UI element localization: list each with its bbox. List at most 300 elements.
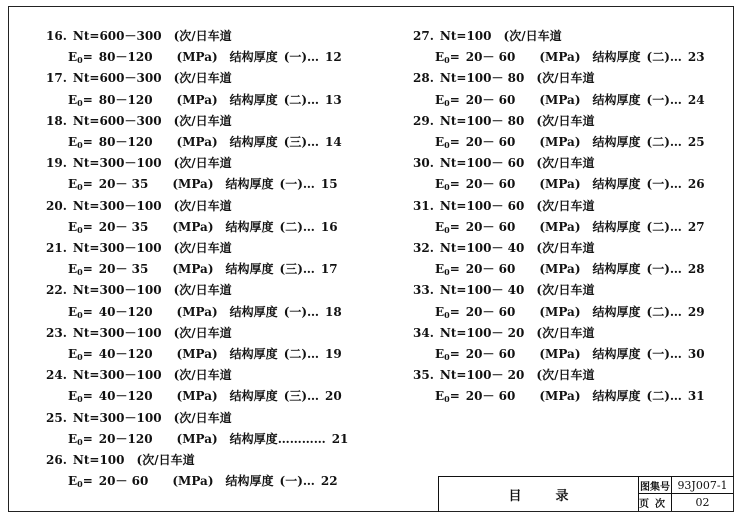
entry-page: 24 — [687, 92, 705, 107]
entry-nt: Nt=100－ 60 — [439, 156, 525, 171]
entry-page: 23 — [687, 50, 705, 65]
e-symbol: E — [435, 134, 445, 149]
entry-number: 20. — [46, 198, 67, 213]
entry-unit: (次/日车道 — [536, 156, 595, 171]
entry-e0-range: 20－ 35 — [98, 177, 149, 192]
entry-unit: (次/日车道 — [536, 325, 595, 340]
entry-number: 31. — [413, 198, 434, 213]
e-equals: = — [82, 134, 93, 149]
entry-e0-range: 20－ 60 — [465, 304, 516, 319]
e-equals: = — [82, 177, 93, 192]
entry-nt: Nt=100－ 20 — [439, 368, 525, 383]
entry-unit: (次/日车道 — [173, 29, 232, 43]
e-subscript: 0 — [77, 351, 83, 362]
entry-line-2 — [46, 217, 348, 238]
e-symbol: E — [435, 262, 445, 277]
entry-line-1 — [413, 26, 705, 47]
entry-title: 结构厚度 — [229, 92, 278, 107]
entry-page: 29 — [687, 304, 705, 319]
entry-unit: (次/日车道 — [173, 113, 232, 128]
entry-page: 14 — [325, 134, 342, 149]
entry-part: (二) — [646, 50, 670, 65]
entry-part: (二) — [283, 346, 308, 361]
entry-part: (一) — [283, 304, 308, 319]
entry-page: 25 — [687, 134, 705, 149]
entry-dots: … — [669, 134, 682, 149]
entry-line-2 — [413, 386, 705, 407]
entry-page: 13 — [325, 92, 342, 107]
toc-column-right — [413, 26, 705, 408]
entry-unit: (次/日车道 — [173, 156, 232, 171]
entry-line-1 — [46, 450, 348, 471]
toc-entry — [413, 365, 705, 407]
toc-entry — [413, 238, 705, 280]
entry-title: 结构厚度 — [592, 304, 641, 319]
entry-dots: … — [669, 262, 682, 277]
entry-dots: … — [307, 304, 320, 319]
entry-nt: Nt=100－ 80 — [439, 71, 525, 86]
entry-number: 22. — [46, 283, 67, 298]
entry-line-2 — [46, 471, 348, 492]
entry-line-2 — [46, 302, 348, 323]
title-block-heading: 目录 — [508, 488, 603, 504]
entry-nt: Nt=100－ 80 — [439, 113, 525, 128]
entry-number: 16. — [46, 29, 67, 43]
entry-mpa: (MPa) — [539, 346, 581, 361]
entry-nt: Nt=100 — [439, 29, 492, 43]
entry-mpa: (MPa) — [176, 134, 218, 149]
entry-part: (一) — [646, 92, 670, 107]
toc-entry — [46, 111, 348, 153]
entry-number: 26. — [46, 452, 67, 467]
e-subscript: 0 — [77, 97, 83, 108]
toc-entry — [413, 153, 705, 195]
entry-unit: (次/日车道 — [503, 29, 562, 43]
entry-title: 结构厚度 — [592, 177, 641, 192]
toc-entry — [46, 238, 348, 280]
entry-dots: … — [307, 346, 320, 361]
entry-nt: Nt=300－100 — [72, 198, 162, 213]
entry-line-2 — [46, 386, 348, 407]
entry-nt: Nt=100－ 40 — [439, 240, 525, 255]
entry-line-2 — [413, 217, 705, 238]
entry-nt: Nt=100－ 60 — [439, 198, 525, 213]
entry-nt: Nt=300－100 — [72, 156, 162, 171]
entry-mpa: (MPa) — [539, 50, 581, 65]
entry-page: 27 — [687, 219, 705, 234]
entry-line-1 — [46, 280, 348, 301]
e-equals: = — [449, 389, 460, 404]
title-block — [438, 476, 734, 512]
entry-nt: Nt=100－ 40 — [439, 283, 525, 298]
e-equals: = — [449, 346, 460, 361]
toc-entry — [413, 26, 705, 68]
entry-unit: (次/日车道 — [173, 240, 232, 255]
page-value: 02 — [671, 494, 733, 511]
entry-dots: … — [669, 50, 682, 65]
entry-line-2 — [413, 90, 705, 111]
entry-part: (一) — [646, 262, 670, 277]
entry-line-1 — [413, 280, 705, 301]
e-subscript: 0 — [77, 309, 83, 320]
entry-part: (一) — [283, 50, 308, 65]
entry-mpa: (MPa) — [539, 262, 581, 277]
e-equals: = — [82, 431, 93, 446]
entry-title: 结构厚度 — [225, 219, 274, 234]
e-symbol: E — [68, 431, 78, 446]
entry-e0-range: 40－120 — [98, 389, 153, 404]
entry-part: (三) — [283, 389, 308, 404]
entry-unit: (次/日车道 — [173, 368, 232, 383]
page-label: 页次 — [638, 494, 671, 511]
entry-title: 结构厚度 — [225, 474, 274, 489]
entry-unit: (次/日车道 — [173, 198, 232, 213]
entry-dots: … — [302, 474, 315, 489]
entry-dots: … — [669, 92, 682, 107]
entry-line-1 — [413, 111, 705, 132]
entry-title: 结构厚度 — [229, 304, 278, 319]
entry-line-2 — [413, 132, 705, 153]
entry-page: 12 — [325, 50, 342, 65]
entry-page: 17 — [320, 262, 338, 277]
entry-mpa: (MPa) — [172, 262, 214, 277]
entry-mpa: (MPa) — [539, 219, 581, 234]
entry-dots: … — [669, 219, 682, 234]
entry-title: 结构厚度 — [229, 50, 278, 65]
entry-e0-range: 40－120 — [98, 346, 153, 361]
e-symbol: E — [68, 474, 78, 489]
e-symbol: E — [435, 219, 445, 234]
entry-title: 结构厚度 — [229, 431, 278, 446]
entry-e0-range: 80－120 — [98, 134, 153, 149]
entry-nt: Nt=600－300 — [72, 71, 162, 86]
entry-title: 结构厚度 — [225, 262, 274, 277]
entry-mpa: (MPa) — [172, 177, 214, 192]
e-subscript: 0 — [444, 182, 450, 193]
entry-mpa: (MPa) — [176, 92, 218, 107]
entry-mpa: (MPa) — [539, 92, 581, 107]
entry-unit: (次/日车道 — [173, 325, 232, 340]
entry-e0-range: 20－ 60 — [465, 134, 516, 149]
e-equals: = — [449, 134, 460, 149]
entry-line-2 — [413, 174, 705, 195]
entry-part: (二) — [283, 92, 308, 107]
entry-title: 结构厚度 — [592, 219, 641, 234]
e-equals: = — [449, 92, 460, 107]
e-subscript: 0 — [444, 394, 450, 405]
e-subscript: 0 — [444, 139, 450, 150]
e-symbol: E — [435, 346, 445, 361]
entry-unit: (次/日车道 — [536, 240, 595, 255]
entry-line-2 — [46, 259, 348, 280]
entry-nt: Nt=300－100 — [72, 240, 162, 255]
entry-nt: Nt=300－100 — [72, 325, 162, 340]
entry-title: 结构厚度 — [229, 389, 278, 404]
entry-line-1 — [413, 196, 705, 217]
entry-nt: Nt=300－100 — [72, 368, 162, 383]
toc-entry — [46, 365, 348, 407]
entry-line-1 — [46, 68, 348, 89]
toc-entry — [46, 196, 348, 238]
entry-dots: … — [307, 92, 320, 107]
e-symbol: E — [435, 177, 445, 192]
entry-part: (三) — [283, 134, 308, 149]
entry-dots: ………… — [277, 431, 326, 446]
e-equals: = — [449, 219, 460, 234]
entry-e0-range: 20－ 60 — [98, 474, 149, 489]
entry-e0-range: 20－ 60 — [465, 50, 516, 65]
entry-line-1 — [46, 408, 348, 429]
entry-title: 结构厚度 — [592, 50, 641, 65]
e-subscript: 0 — [77, 55, 83, 66]
entry-number: 30. — [413, 156, 434, 171]
e-equals: = — [82, 389, 93, 404]
entry-line-2 — [46, 344, 348, 365]
entry-mpa: (MPa) — [539, 304, 581, 319]
entry-e0-range: 20－ 60 — [465, 219, 516, 234]
entry-unit: (次/日车道 — [136, 452, 195, 467]
entry-e0-range: 20－ 35 — [98, 219, 149, 234]
entry-nt: Nt=100 — [72, 452, 125, 467]
entry-page: 16 — [320, 219, 338, 234]
e-symbol: E — [435, 389, 445, 404]
toc-entry — [46, 323, 348, 365]
entry-page: 30 — [687, 346, 705, 361]
e-equals: = — [82, 219, 93, 234]
entry-mpa: (MPa) — [539, 134, 581, 149]
entry-number: 33. — [413, 283, 434, 298]
entry-page: 26 — [687, 177, 705, 192]
entry-title: 结构厚度 — [592, 346, 641, 361]
entry-e0-range: 20－ 60 — [465, 262, 516, 277]
entry-part: (一) — [279, 474, 303, 489]
entry-part: (一) — [646, 177, 670, 192]
toc-entry — [46, 450, 348, 492]
e-equals: = — [449, 50, 460, 65]
entry-dots: … — [669, 304, 682, 319]
e-subscript: 0 — [77, 479, 83, 490]
entry-line-1 — [46, 365, 348, 386]
entry-e0-range: 40－120 — [98, 304, 153, 319]
entry-nt: Nt=300－100 — [72, 410, 162, 425]
entry-line-1 — [46, 238, 348, 259]
entry-title: 结构厚度 — [229, 346, 278, 361]
e-subscript: 0 — [444, 267, 450, 278]
entry-title: 结构厚度 — [592, 92, 641, 107]
entry-line-2 — [46, 132, 348, 153]
e-subscript: 0 — [444, 351, 450, 362]
e-symbol: E — [68, 219, 78, 234]
entry-unit: (次/日车道 — [173, 410, 232, 425]
entry-e0-range: 20－120 — [98, 431, 153, 446]
entry-nt: Nt=100－ 20 — [439, 325, 525, 340]
entry-part: (二) — [646, 304, 670, 319]
e-equals: = — [449, 177, 460, 192]
entry-part: (二) — [646, 219, 670, 234]
entry-e0-range: 80－120 — [98, 50, 153, 65]
entry-part: (二) — [646, 134, 670, 149]
entry-unit: (次/日车道 — [536, 368, 595, 383]
entry-e0-range: 20－ 60 — [465, 177, 516, 192]
e-subscript: 0 — [77, 139, 83, 150]
toc-entry — [413, 68, 705, 110]
entry-number: 19. — [46, 156, 67, 171]
entry-page: 15 — [320, 177, 338, 192]
entry-number: 34. — [413, 325, 434, 340]
entry-title: 结构厚度 — [225, 177, 274, 192]
e-symbol: E — [68, 134, 78, 149]
entry-dots: … — [302, 262, 315, 277]
entry-mpa: (MPa) — [172, 474, 214, 489]
e-symbol: E — [68, 346, 78, 361]
e-equals: = — [449, 304, 460, 319]
e-symbol: E — [68, 50, 78, 65]
entry-nt: Nt=600－300 — [72, 113, 162, 128]
entry-line-2 — [46, 47, 348, 68]
entry-e0-range: 20－ 35 — [98, 262, 149, 277]
e-symbol: E — [68, 304, 78, 319]
entry-mpa: (MPa) — [176, 389, 218, 404]
entry-e0-range: 20－ 60 — [465, 389, 516, 404]
entry-number: 18. — [46, 113, 67, 128]
entry-title: 结构厚度 — [592, 389, 641, 404]
entry-number: 35. — [413, 368, 434, 383]
entry-number: 23. — [46, 325, 67, 340]
entry-line-2 — [413, 47, 705, 68]
entry-line-1 — [46, 26, 348, 47]
e-subscript: 0 — [444, 224, 450, 235]
entry-number: 25. — [46, 410, 67, 425]
entry-dots: … — [307, 389, 320, 404]
e-symbol: E — [435, 92, 445, 107]
entry-e0-range: 80－120 — [98, 92, 153, 107]
entry-line-2 — [413, 344, 705, 365]
entry-line-1 — [46, 196, 348, 217]
entry-nt: Nt=600－300 — [72, 29, 162, 43]
atlas-number-label: 图集号 — [638, 477, 671, 494]
e-subscript: 0 — [77, 267, 83, 278]
entry-number: 27. — [413, 29, 434, 43]
entry-mpa: (MPa) — [176, 346, 218, 361]
entry-unit: (次/日车道 — [536, 71, 595, 86]
atlas-number-value: 93J007-1 — [671, 477, 733, 494]
toc-entry — [46, 153, 348, 195]
entry-mpa: (MPa) — [176, 304, 218, 319]
e-subscript: 0 — [444, 309, 450, 320]
entry-e0-range: 20－ 60 — [465, 92, 516, 107]
entry-title: 结构厚度 — [592, 262, 641, 277]
entry-number: 28. — [413, 71, 434, 86]
entry-mpa: (MPa) — [176, 50, 218, 65]
e-equals: = — [449, 262, 460, 277]
entry-dots: … — [669, 177, 682, 192]
entry-title: 结构厚度 — [592, 134, 641, 149]
entry-dots: … — [307, 50, 320, 65]
toc-entry — [413, 196, 705, 238]
entry-line-2 — [46, 174, 348, 195]
entry-page: 28 — [687, 262, 705, 277]
entry-line-2 — [413, 259, 705, 280]
e-equals: = — [82, 304, 93, 319]
entry-page: 20 — [325, 389, 342, 404]
e-subscript: 0 — [77, 394, 83, 405]
entry-page: 19 — [325, 346, 342, 361]
e-symbol: E — [435, 50, 445, 65]
entry-part: (一) — [279, 177, 303, 192]
e-equals: = — [82, 262, 93, 277]
entry-unit: (次/日车道 — [536, 198, 595, 213]
toc-entry — [46, 26, 348, 68]
toc-entry — [413, 111, 705, 153]
entry-line-1 — [46, 111, 348, 132]
toc-entry — [46, 280, 348, 322]
entry-line-1 — [46, 153, 348, 174]
entry-dots: … — [669, 346, 682, 361]
e-subscript: 0 — [77, 224, 83, 235]
e-equals: = — [82, 92, 93, 107]
entry-part: (一) — [646, 346, 670, 361]
entry-line-2 — [46, 90, 348, 111]
e-symbol: E — [68, 177, 78, 192]
entry-number: 17. — [46, 71, 67, 86]
entry-mpa: (MPa) — [539, 177, 581, 192]
entry-mpa: (MPa) — [176, 431, 218, 446]
entry-line-1 — [413, 238, 705, 259]
e-subscript: 0 — [444, 55, 450, 66]
entry-dots: … — [302, 219, 315, 234]
toc-column-left — [46, 26, 348, 492]
entry-number: 21. — [46, 240, 67, 255]
entry-number: 29. — [413, 113, 434, 128]
entry-line-2 — [46, 429, 348, 450]
entry-number: 24. — [46, 368, 67, 383]
entry-unit: (次/日车道 — [173, 283, 232, 298]
entry-page: 22 — [320, 474, 338, 489]
entry-line-1 — [46, 323, 348, 344]
entry-number: 32. — [413, 240, 434, 255]
entry-nt: Nt=300－100 — [72, 283, 162, 298]
entry-title: 结构厚度 — [229, 134, 278, 149]
entry-mpa: (MPa) — [539, 389, 581, 404]
entry-line-1 — [413, 323, 705, 344]
entry-part: (三) — [279, 262, 303, 277]
entry-line-1 — [413, 68, 705, 89]
entry-part: (二) — [646, 389, 670, 404]
e-subscript: 0 — [77, 182, 83, 193]
entry-unit: (次/日车道 — [173, 71, 232, 86]
entry-dots: … — [307, 134, 320, 149]
e-equals: = — [82, 474, 93, 489]
entry-mpa: (MPa) — [172, 219, 214, 234]
entry-page: 21 — [331, 431, 349, 446]
entry-page: 18 — [325, 304, 342, 319]
entry-line-1 — [413, 365, 705, 386]
toc-entry — [46, 68, 348, 110]
entry-e0-range: 20－ 60 — [465, 346, 516, 361]
entry-page: 31 — [687, 389, 705, 404]
entry-line-1 — [413, 153, 705, 174]
entry-line-2 — [413, 302, 705, 323]
e-equals: = — [82, 50, 93, 65]
toc-entry — [46, 408, 348, 450]
toc-entry — [413, 323, 705, 365]
e-symbol: E — [435, 304, 445, 319]
entry-part: (二) — [279, 219, 303, 234]
entry-dots: … — [302, 177, 315, 192]
e-symbol: E — [68, 92, 78, 107]
toc-entry — [413, 280, 705, 322]
entry-dots: … — [669, 389, 682, 404]
